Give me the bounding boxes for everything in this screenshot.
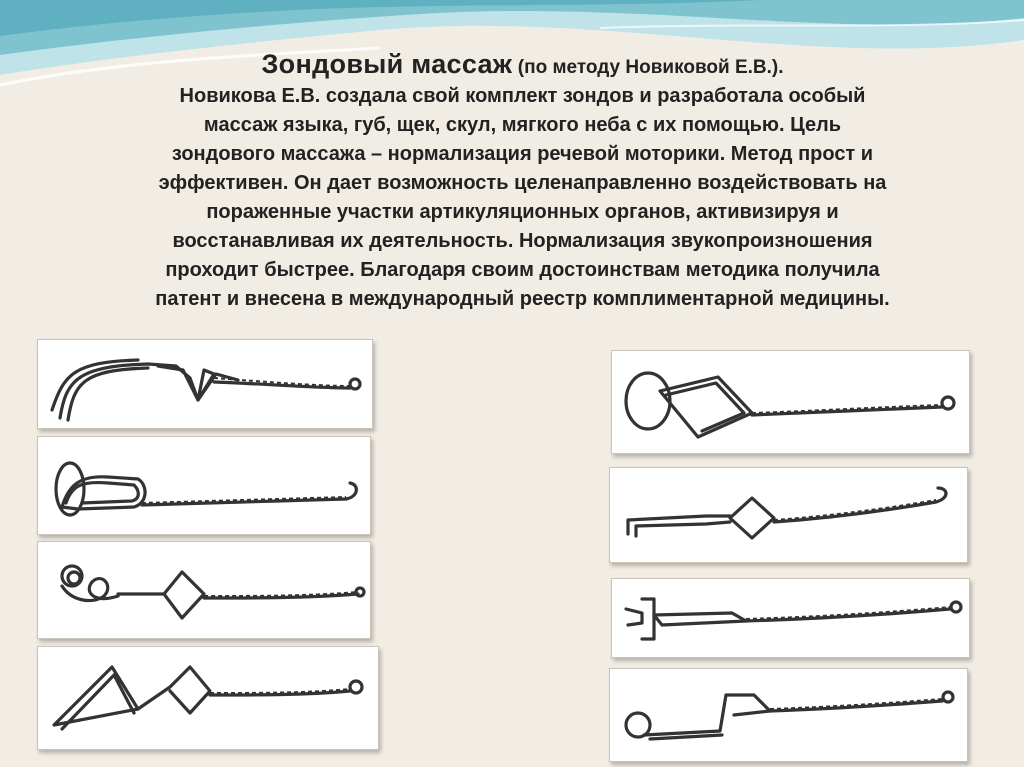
probe-image-3 — [37, 541, 371, 639]
body-line: эффективен. Он дает возможность целенаправленно воздействовать на — [158, 172, 887, 194]
body-line: проходит быстрее. Благодаря своим достоинствам методика получила — [165, 259, 880, 281]
probe-image-1 — [37, 339, 373, 429]
title-line — [40, 50, 1005, 82]
slide-text — [40, 50, 1005, 314]
body-line: пораженные участки артикуляционных органов, активизируя и — [206, 201, 839, 223]
body-line: зондового массажа – нормализация речевой моторики. Метод прост и — [171, 143, 874, 165]
probe-image-2 — [37, 436, 371, 535]
body-line: восстанавливая их деятельность. Нормализация звукопроизношения — [172, 230, 873, 252]
probe-image-8 — [609, 668, 968, 762]
probe-image-5 — [611, 350, 970, 454]
slide-title-note: (по методу Новиковой Е.В.). — [517, 57, 784, 78]
body-line: патент и внесена в международный реестр комплиментарной медицины. — [155, 288, 890, 310]
body-line: Новикова Е.В. создала свой комплект зондов и разработала особый — [179, 85, 866, 107]
probe-image-4 — [37, 646, 379, 750]
probe-image-7 — [611, 578, 970, 658]
probe-image-6 — [609, 467, 968, 563]
body-line: массаж языка, губ, щек, скул, мягкого неба с их помощью. Цель — [203, 114, 842, 136]
slide-title: Зондовый массаж — [261, 49, 513, 79]
